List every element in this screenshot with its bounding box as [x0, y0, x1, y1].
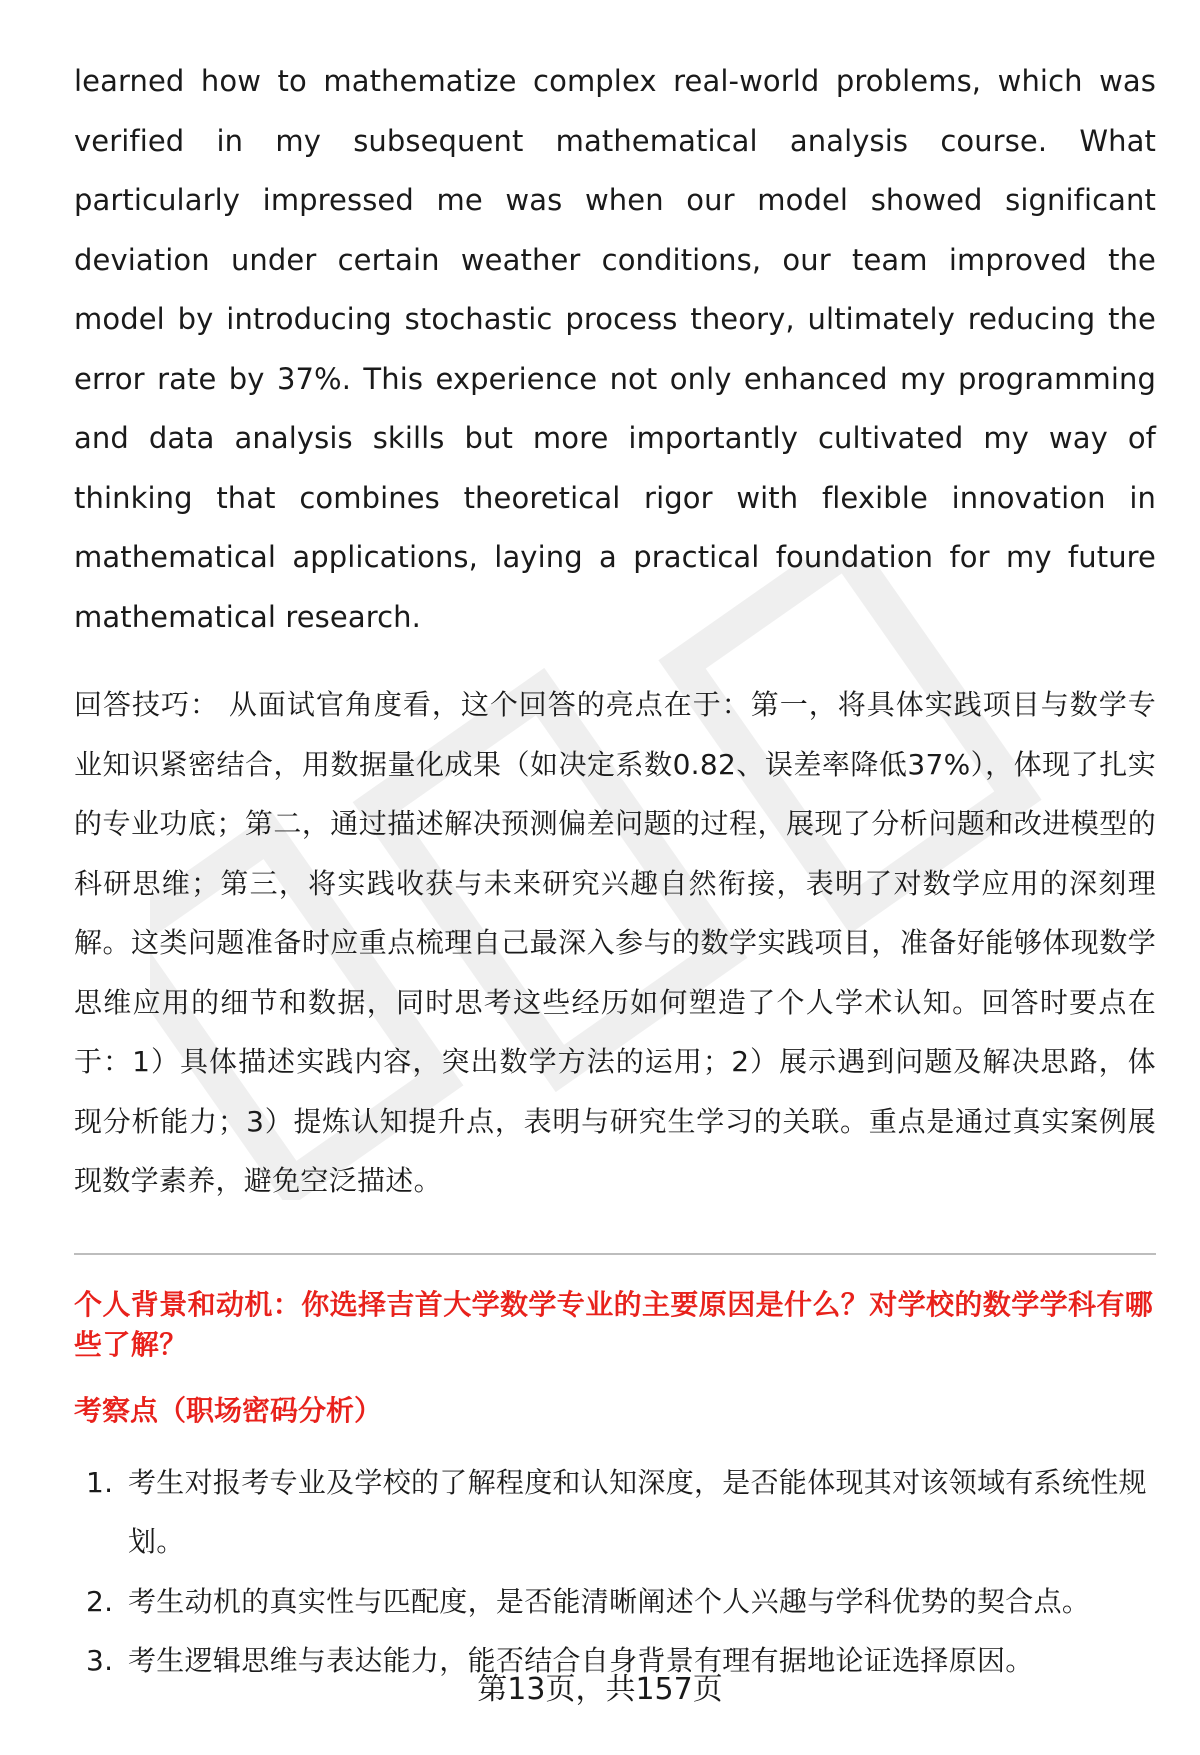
assessment-points-list [74, 1453, 1156, 1691]
question-heading: 个人背景和动机：你选择吉首大学数学专业的主要原因是什么？对学校的数学学科有哪些了解？ [74, 1287, 1154, 1361]
answer-tips-paragraph: 回答技巧： 从面试官角度看，这个回答的亮点在于：第一，将具体实践项目与数学专业知识紧密结合，用数据量化成果（如决定系数0.82、误差率降低37%），体现了扎实的专业功底；第二，通过描述解决预测偏差问题的过程，展现了分析问题和改进模型的科研思维；第三，将实践收获与未来研究兴趣自然衔接，表明了对数学应用的深刻理解。这类问题准备时应重点梳理自己最深入参与的数学实践项目，准备好能够体现数学思维应用的细节和数据，同时思考这些经历如何塑造了个人学术认知。回答时要点在于：1）具体描述实践内容，突出数学方法的运用；2）展示遇到问题及解决思路，体现分析能力；3）提炼认知提升点，表明与研究生学习的关联。重点是通过真实案例展现数学素养，避免空泛描述。 [74, 688, 1156, 1197]
page-number-footer: 第13页，共157页 [477, 1672, 723, 1707]
list-item-text: 考生动机的真实性与匹配度，是否能清晰阐述个人兴趣与学科优势的契合点。 [128, 1584, 1091, 1618]
list-item-text: 考生逻辑思维与表达能力，能否结合自身背景有理有据地论证选择原因。 [128, 1644, 1034, 1677]
assessment-points-title: 考察点（职场密码分析） [74, 1393, 383, 1427]
list-item [74, 1572, 1156, 1632]
list-item-text: 考生对报考专业及学校的了解程度和认知深度，是否能体现其对该领域有系统性规划。 [128, 1465, 1147, 1558]
section-divider [74, 1253, 1156, 1255]
list-item [74, 1453, 1156, 1572]
intro-paragraph: learned how to mathematize complex real-world problems, which was verified in my subsequent mathematical analysis course. What particularly impressed me was when our model showed significant deviation under certain weather conditions, our team improved the model by introducing stochastic process theory, ultimately reducing the error rate by 37%. This experience not only enhanced my programming and data analysis skills but more importantly cultivated my way of thinking that combines theoretical rigor with flexible innovation in mathematical applications, laying a practical foundation for my future mathematical research. [74, 64, 1156, 634]
list-item-number: 2. [86, 1584, 114, 1618]
list-item-number: 1. [86, 1465, 114, 1499]
list-item-number: 3. [86, 1644, 114, 1677]
document-body [74, 52, 1156, 1691]
